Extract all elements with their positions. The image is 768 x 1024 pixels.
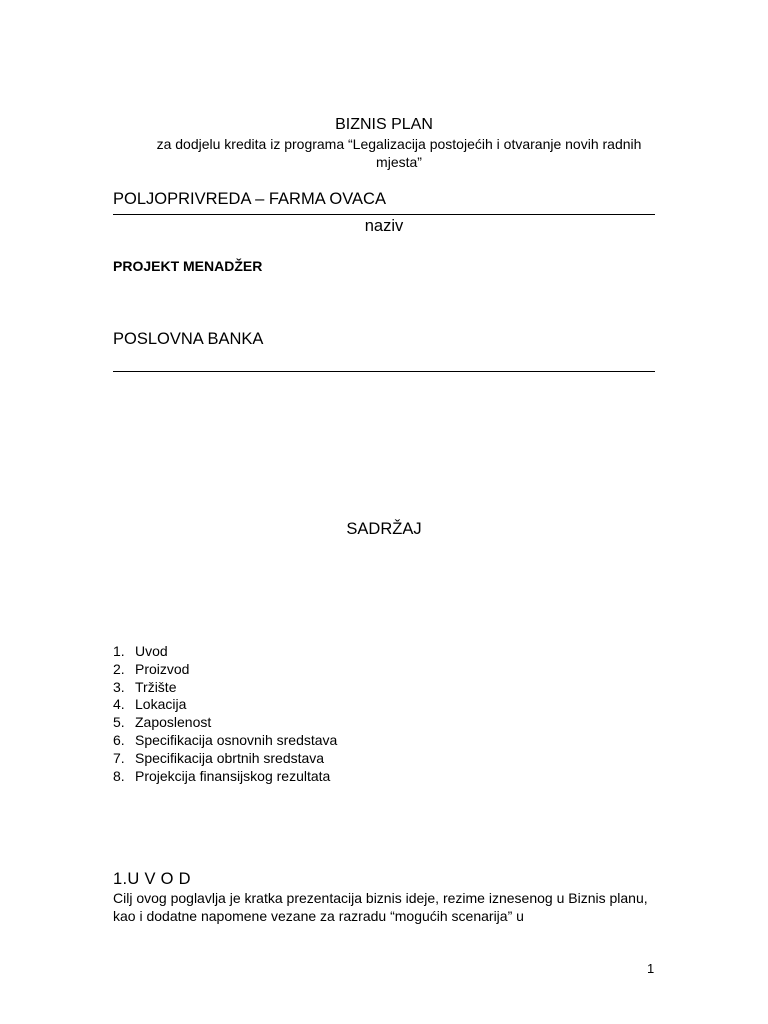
toc-item-number: 6. (113, 731, 125, 748)
name-caption: naziv (364, 217, 404, 235)
toc-list (113, 643, 337, 785)
toc-item (113, 661, 337, 679)
document-subtitle: za dodjelu kredita iz programa “Legalizacija postojećih i otvaranje novih radnih mjesta” (156, 136, 642, 170)
section-heading: 1.U V O D (113, 870, 191, 888)
toc-item (113, 732, 337, 750)
section-body-text: Cilj ovog poglavlja je kratka prezentacija biznis ideje, rezime iznesenog u Biznis planu, kao i dodatne napomene vezane za razradu “mogućih scenarija” u (113, 890, 648, 924)
toc-item-number: 7. (113, 749, 125, 766)
toc-item-label: Specifikacija obrtnih sredstava (135, 749, 325, 766)
toc-item-label: Tržište (135, 678, 177, 695)
toc-item-label: Uvod (135, 643, 168, 659)
toc-item-number: 4. (113, 696, 125, 713)
name-underline (113, 214, 655, 215)
toc-item (113, 714, 337, 732)
toc-item-number: 2. (113, 660, 125, 677)
toc-item-label: Zaposlenost (135, 714, 212, 731)
document-title: BIZNIS PLAN (335, 116, 433, 133)
toc-item-number: 1. (113, 643, 125, 659)
toc-item (113, 696, 337, 714)
bank-label: POSLOVNA BANKA (113, 330, 264, 348)
toc-item (113, 643, 337, 661)
page-number: 1 (647, 961, 655, 976)
toc-item (113, 679, 337, 697)
toc-item-label: Lokacija (135, 696, 187, 713)
toc-item-number: 8. (113, 767, 125, 784)
project-manager-label: PROJEKT MENADŽER (113, 258, 263, 274)
toc-item (113, 750, 337, 768)
toc-item (113, 768, 337, 786)
toc-item-number: 3. (113, 678, 125, 695)
toc-item-label: Projekcija finansijskog rezultata (135, 767, 331, 784)
toc-item-label: Proizvod (135, 660, 190, 677)
sector-name: POLJOPRIVREDA – FARMA OVACA (113, 190, 386, 208)
bank-underline (113, 371, 655, 372)
toc-item-label: Specifikacija osnovnih sredstava (135, 731, 338, 748)
toc-title: SADRŽAJ (346, 520, 422, 538)
toc-item-number: 5. (113, 714, 125, 731)
